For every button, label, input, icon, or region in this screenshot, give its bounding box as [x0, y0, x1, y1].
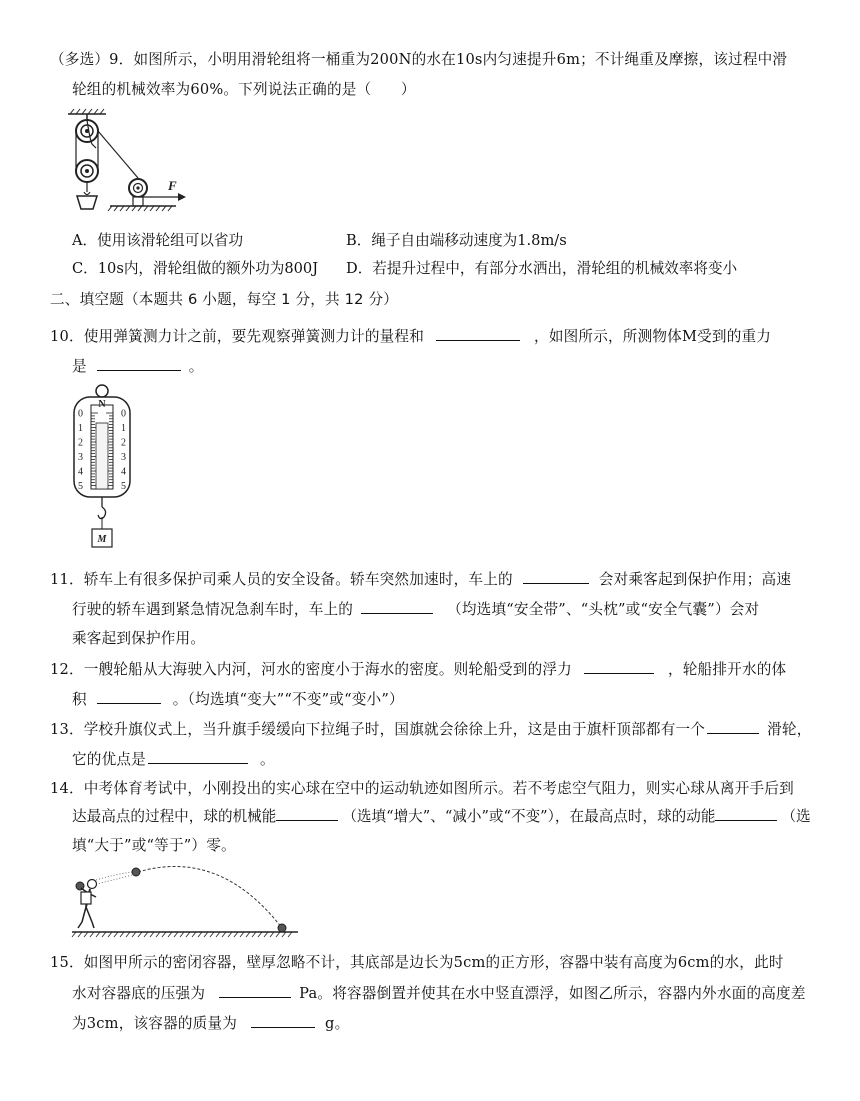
q10-text-d: 。: [188, 358, 204, 375]
scale-number: 1: [121, 423, 126, 434]
q10-text-c: 是: [72, 358, 87, 375]
scale-unit-label: N: [98, 399, 106, 410]
q9-stem-line1: （多选）9．如图所示，小明用滑轮组将一桶重为200N的水在10s内匀速提升6m；不计绳重及摩擦，该过程中滑: [50, 51, 788, 68]
scale-number: 4: [78, 466, 83, 478]
q11-line3: 乘客起到保护作用。: [72, 630, 206, 647]
object-m-label: M: [97, 534, 107, 545]
q12-text-d: 。（均选填“变大”“不变”或“变小”）: [172, 691, 404, 708]
q12-blank-2[interactable]: [97, 689, 161, 704]
q13-text-a: 13．学校升旗仪式上，当升旗手缓缓向下拉绳子时，国旗就会徐徐上升，这是由于旗杆顶部都有一个: [50, 721, 706, 738]
q9-option-b[interactable]: B．绳子自由端移动速度为1.8m/s: [346, 232, 567, 249]
scale-number: 0: [121, 408, 126, 420]
q11-line1: [50, 569, 791, 590]
q14-text-c: （选: [781, 808, 811, 825]
q12-blank-1[interactable]: [584, 659, 654, 674]
q11-text-b: 会对乘客起到保护作用；高速: [598, 571, 792, 588]
section-title: 二、填空题（本题共 6 小题，每空 1 分，共 12 分）: [50, 291, 399, 308]
q13-blank-2[interactable]: [148, 749, 248, 764]
q14-line1: 14．中考体育考试中，小刚投出的实心球在空中的运动轨迹如图所示。若不考虑空气阻力，则实心球从离开手后到: [50, 780, 794, 797]
q15-blank-1[interactable]: [219, 983, 291, 998]
scale-number: 5: [121, 481, 126, 492]
q10-line1: [50, 326, 771, 347]
force-f-label: F: [168, 178, 177, 193]
q11-text-a: 11．轿车上有很多保护司乘人员的安全设备。轿车突然加速时，车上的: [50, 571, 513, 588]
scale-number: 4: [121, 466, 126, 478]
q15-text-d: g。: [325, 1015, 350, 1032]
q15-text-a: 水对容器底的压强为: [72, 985, 206, 1002]
q10-blank-1[interactable]: [436, 326, 520, 341]
q11-text-c: 行驶的轿车遇到紧急情况急刹车时，车上的: [72, 601, 354, 618]
q9-option-d[interactable]: D．若提升过程中，有部分水洒出，滑轮组的机械效率将变小: [346, 260, 738, 277]
q15-line3: [72, 1013, 349, 1034]
q10-line2: [72, 356, 204, 377]
q15-line1: 15．如图甲所示的密闭容器，壁厚忽略不计，其底部是边长为5cm的正方形，容器中装有高度为6cm的水，此时: [50, 954, 784, 971]
scale-number: 5: [78, 481, 83, 492]
q13-text-d: 。: [259, 751, 275, 768]
q11-text-d: （均选填“安全带”、“头枕”或“安全气囊”）会对: [447, 601, 760, 618]
q14-blank-2[interactable]: [715, 806, 777, 821]
q15-text-c: 为3cm，该容器的质量为: [72, 1015, 238, 1032]
q15-line2: [72, 983, 806, 1004]
q15-blank-2[interactable]: [251, 1013, 315, 1028]
q12-line1: [50, 659, 786, 680]
scale-number: 3: [78, 452, 83, 463]
scale-number: 0: [78, 408, 83, 420]
scale-number: 2: [78, 437, 83, 449]
spring-scale-figure: [70, 383, 134, 559]
q13-text-c: 它的优点是: [72, 751, 146, 768]
q10-text-a: 10．使用弹簧测力计之前，要先观察弹簧测力计的量程和: [50, 328, 425, 345]
q14-line2: [72, 806, 811, 827]
scale-number: 2: [121, 437, 126, 449]
shot-put-figure: [70, 862, 300, 938]
pulley-system-figure: [66, 108, 190, 220]
q9-stem-line2: 轮组的机械效率为60%。下列说法正确的是（ ）: [72, 81, 416, 98]
q14-line3: 填“大于”或“等于”）零。: [72, 837, 236, 854]
q12-text-a: 12．一艘轮船从大海驶入内河，河水的密度小于海水的密度。则轮船受到的浮力: [50, 661, 572, 678]
q10-blank-2[interactable]: [97, 356, 181, 371]
q14-blank-1[interactable]: [276, 806, 338, 821]
q11-blank-2[interactable]: [361, 599, 433, 614]
q10-text-b: ，如图所示，所测物体M受到的重力: [534, 328, 772, 345]
q14-text-b: （选填“增大”、“减小”或“不变”），在最高点时，球的动能: [342, 808, 716, 825]
q13-text-b: 滑轮，: [767, 721, 812, 738]
q12-text-c: 积: [72, 691, 87, 708]
q9-option-c[interactable]: C．10s内，滑轮组做的额外功为800J: [72, 260, 319, 277]
q13-line1: [50, 719, 812, 740]
q15-text-b: Pa。将容器倒置并使其在水中竖直漂浮，如图乙所示，容器内外水面的高度差: [299, 985, 806, 1002]
q11-blank-1[interactable]: [523, 569, 589, 584]
q12-text-b: ，轮船排开水的体: [667, 661, 787, 678]
q13-blank-1[interactable]: [707, 719, 759, 734]
q13-line2: [72, 749, 275, 770]
scale-number: 3: [121, 452, 126, 463]
q9-option-a[interactable]: A．使用该滑轮组可以省功: [72, 232, 244, 249]
q12-line2: [72, 689, 404, 710]
q11-line2: [72, 599, 759, 620]
q14-text-a: 达最高点的过程中，球的机械能: [72, 808, 277, 825]
scale-number: 1: [78, 423, 83, 434]
